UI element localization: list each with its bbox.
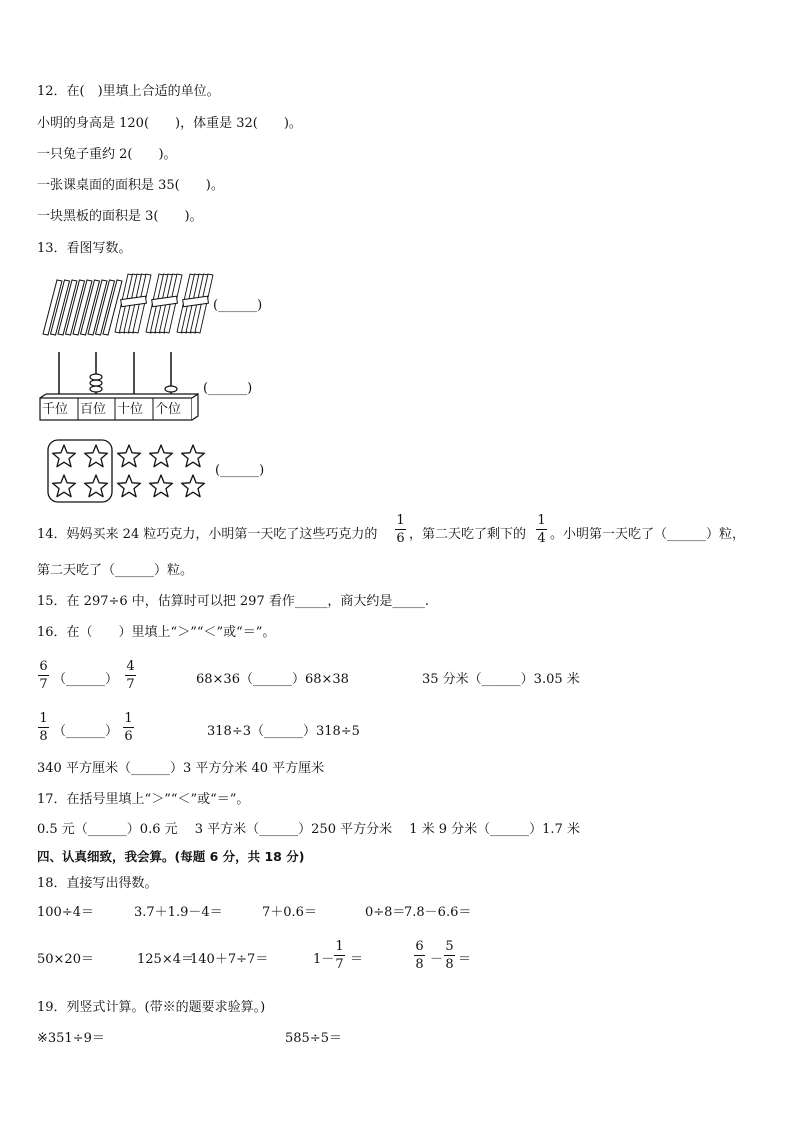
- q18-title: 18．直接写出得数。: [37, 876, 158, 891]
- stick-bundle: [146, 274, 182, 333]
- q18-r1-e2: 3.7＋1.9－4＝: [134, 905, 223, 920]
- fraction-numerator: 1: [335, 939, 344, 954]
- fraction-denominator: 7: [335, 957, 344, 972]
- fraction-numerator: 1: [39, 711, 48, 726]
- abacus-bead: [165, 386, 177, 392]
- abacus-label-tens: 十位: [117, 402, 144, 417]
- q18-r1-e4: 0÷8＝: [365, 905, 406, 920]
- q16-r1-fraction-b: [125, 659, 136, 692]
- fraction-denominator: 8: [445, 957, 454, 972]
- star-icon: [150, 445, 173, 467]
- star-icon: [150, 475, 173, 497]
- q12-line-1: 小明的身高是 120( )，体重是 32( )。: [37, 116, 302, 131]
- fraction-numerator: 6: [415, 939, 424, 954]
- q16-r2-fraction-b: [123, 711, 134, 744]
- fraction-numerator: 6: [39, 659, 48, 674]
- q13-blank-stars[interactable]: (______): [215, 463, 265, 478]
- section-4-title: 四、认真细致，我会算。(每题 6 分，共 18 分): [37, 849, 305, 864]
- q16-r2-fraction-a: [38, 711, 49, 744]
- q18-r2-e4-post: ＝: [350, 952, 364, 967]
- q14-line-2: 第二天吃了（______）粒。: [37, 563, 194, 578]
- q18-r2-e3: 140＋7÷7＝: [190, 952, 269, 967]
- q12-line-4: 一块黑板的面积是 3( )。: [37, 209, 203, 224]
- abacus-bead: [90, 386, 102, 392]
- q18-r2-e4-fraction: [334, 939, 345, 972]
- abacus-bead: [90, 380, 102, 386]
- star-icon: [118, 445, 141, 467]
- q15-text: 15．在 297÷6 中，估算时可以把 297 看作_____，商大约是_____.: [37, 594, 429, 609]
- q18-r2-e5-fraction-a: [414, 939, 425, 972]
- abacus-label-thousands: 千位: [42, 402, 69, 417]
- star-icon: [118, 475, 141, 497]
- q16-r1-fraction-a: [38, 659, 49, 692]
- fraction-numerator: 1: [124, 711, 133, 726]
- fraction-denominator: 8: [39, 729, 48, 744]
- q16-r2-blank-a[interactable]: （______）: [53, 724, 119, 739]
- q14-text-1: 14．妈妈买来 24 粒巧克力，小明第一天吃了这些巧克力的: [37, 527, 378, 542]
- fraction-numerator: 5: [445, 939, 454, 954]
- q13-blank-abacus[interactable]: (______): [203, 381, 253, 396]
- q18-r1-e1: 100÷4＝: [37, 905, 94, 920]
- fraction-numerator: 1: [396, 513, 405, 528]
- stick-bundle: [177, 274, 213, 333]
- q12-line-2: 一只兔子重约 2( )。: [37, 147, 177, 162]
- fraction-denominator: 4: [537, 531, 546, 546]
- q13-title: 13．看图写数。: [37, 241, 132, 256]
- q18-r2-e5-post: ＝: [458, 952, 472, 967]
- star-icon: [53, 445, 76, 467]
- stars-figure: [45, 438, 215, 504]
- star-icon: [182, 445, 205, 467]
- q19-item-1: ※351÷9＝: [37, 1031, 105, 1046]
- q18-r2-e5-fraction-b: [444, 939, 455, 972]
- fraction-denominator: 6: [124, 729, 133, 744]
- q18-r2-e4-pre: 1－: [313, 952, 335, 967]
- fraction-numerator: 1: [537, 513, 546, 528]
- q19-item-2: 585÷5＝: [285, 1031, 342, 1046]
- q12-line-3: 一张课桌面的面积是 35( )。: [37, 178, 224, 193]
- q16-r1-expr-2: 68×36（______）68×38: [196, 672, 349, 687]
- abacus-label-hundreds: 百位: [80, 402, 107, 417]
- q16-title: 16．在（ ）里填上“＞”“＜”或“＝”。: [37, 625, 276, 640]
- q18-r2-e1: 50×20＝: [37, 952, 94, 967]
- q14-text-2: ，第二天吃了剩下的: [409, 527, 527, 542]
- q18-r2-e2: 125×4＝: [137, 952, 194, 967]
- sticks-figure: [37, 268, 212, 340]
- q17-title: 17．在括号里填上“＞”“＜”或“＝”。: [37, 792, 250, 807]
- fraction-numerator: 4: [126, 659, 135, 674]
- abacus-label-ones: 个位: [155, 402, 182, 417]
- q16-r2-expr-2: 318÷3（______）318÷5: [207, 724, 360, 739]
- fraction-denominator: 6: [396, 531, 405, 546]
- q16-r3: 340 平方厘米（______）3 平方分米 40 平方厘米: [37, 761, 325, 776]
- q14-text-3: 。小明第一天吃了（______）粒，: [550, 527, 746, 542]
- fraction-denominator: 7: [39, 677, 48, 692]
- q14-fraction-1: [395, 513, 406, 546]
- q16-r1-blank-a[interactable]: （______）: [53, 672, 119, 687]
- star-icon: [85, 475, 108, 497]
- q12-title: 12．在( )里填上合适的单位。: [37, 84, 220, 99]
- q17-line: 0.5 元（______）0.6 元 3 平方米（______）250 平方分米 1 米 9 分米（______）1.7 米: [37, 822, 580, 837]
- q16-r1-expr-3: 35 分米（______）3.05 米: [422, 672, 580, 687]
- star-icon: [182, 475, 205, 497]
- fraction-denominator: 8: [415, 957, 424, 972]
- q18-r2-e5-op: －: [430, 952, 444, 967]
- fraction-denominator: 7: [126, 677, 135, 692]
- q18-r1-e3: 7＋0.6＝: [262, 905, 317, 920]
- star-icon: [53, 475, 76, 497]
- q19-title: 19．列竖式计算。(带※的题要求验算。): [37, 1000, 266, 1015]
- star-icon: [85, 445, 108, 467]
- q13-blank-sticks[interactable]: (______): [213, 298, 263, 313]
- q14-fraction-2: [536, 513, 547, 546]
- abacus-bead: [90, 374, 102, 380]
- q18-r1-e5: 7.8－6.6＝: [404, 905, 472, 920]
